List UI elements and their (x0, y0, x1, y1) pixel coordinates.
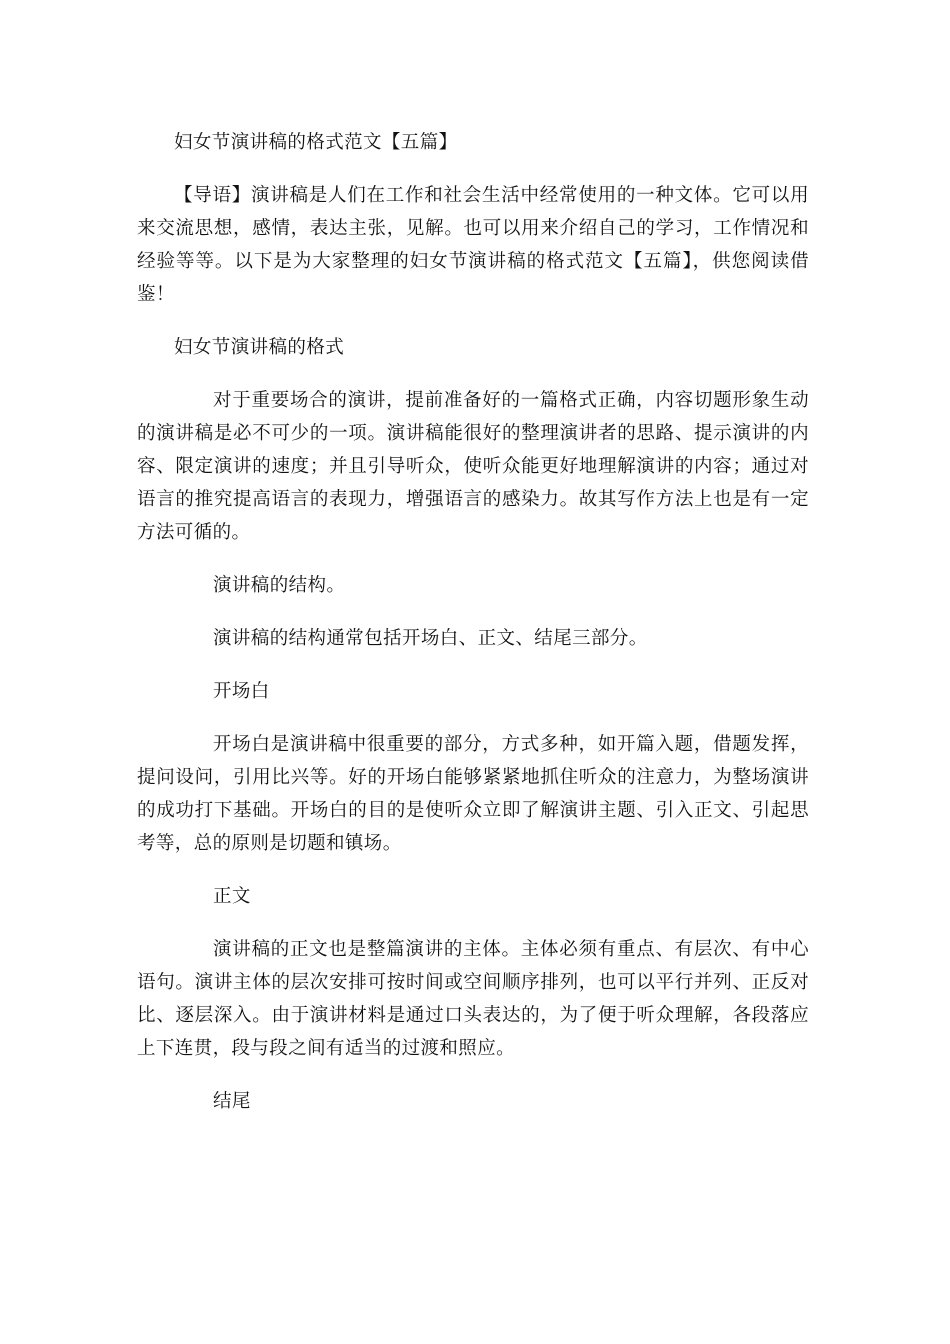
subheading-main-body: 正文 (213, 886, 251, 907)
body-paragraph: 开场白是演讲稿中很重要的部分，方式多种，如开篇入题，借题发挥，提问设问，引用比兴等。好的开场白能够紧紧地抓住听众的注意力，为整场演讲的成功打下基础。开场白的目的是使听众立即了解演讲主题、引入正文、引起思考等，总的原则是切题和镇场。 (137, 734, 809, 854)
document-title: 妇女节演讲稿的格式范文【五篇】 (174, 132, 458, 153)
section-heading: 妇女节演讲稿的格式 (174, 337, 345, 358)
body-paragraph: 演讲稿的结构通常包括开场白、正文、结尾三部分。 (213, 628, 648, 649)
structure-heading: 演讲稿的结构。 (213, 575, 346, 596)
intro-paragraph: 【导语】演讲稿是人们在工作和社会生活中经常使用的一种文体。它可以用来交流思想，感情，表达主张，见解。也可以用来介绍自己的学习，工作情况和经验等等。以下是为大家整理的妇女节演讲稿的格式范文【五篇】，供您阅读借鉴！ (137, 185, 809, 305)
body-paragraph: 演讲稿的正文也是整篇演讲的主体。主体必须有重点、有层次、有中心语句。演讲主体的层次安排可按时间或空间顺序排列，也可以平行并列、正反对比、逐层深入。由于演讲材料是通过口头表达的，为了便于听众理解，各段落应上下连贯，段与段之间有适当的过渡和照应。 (137, 939, 809, 1059)
document-body (137, 126, 809, 1118)
body-paragraph: 对于重要场合的演讲，提前准备好的一篇格式正确，内容切题形象生动的演讲稿是必不可少的一项。演讲稿能很好的整理演讲者的思路、提示演讲的内容、限定演讲的速度；并且引导听众，使听众能更好地理解演讲的内容；通过对语言的推究提高语言的表现力，增强语言的感染力。故其写作方法上也是有一定方法可循的。 (137, 390, 809, 543)
subheading-ending: 结尾 (213, 1091, 251, 1112)
subheading-opening: 开场白 (213, 681, 270, 702)
